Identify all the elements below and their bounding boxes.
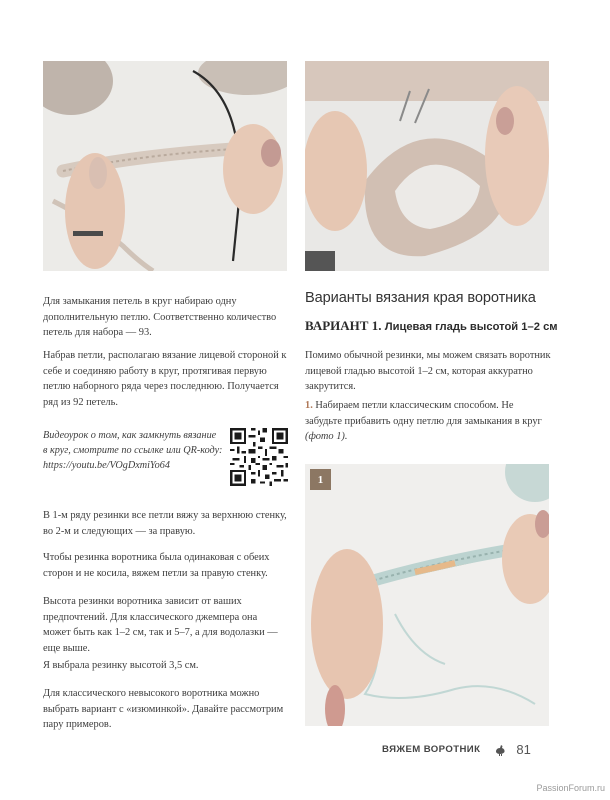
variant-title: [305, 318, 558, 334]
variant-description: Лицевая гладь высотой 1–2 см: [384, 321, 558, 333]
qr-code[interactable]: [230, 428, 288, 486]
page-number: 81: [516, 742, 531, 757]
video-link[interactable]: https://youtu.be/VOgDxmiYo64: [43, 460, 170, 471]
photo-cast-on-beige: [43, 61, 287, 271]
paragraph-rib-height: Высота резинки воротника зависит от ваших предпочтений. Для классического джемпера она может быть как 1–2 см, так и 5–7, а для водолазки — еще выше.: [43, 596, 278, 654]
photo-badge: 1: [310, 469, 331, 490]
video-lesson-note: Видеоурок о том, как замкнуть вязание в круг, смотрите по ссылке или QR-коду: https://youtu.be/VOgDxmiYo64: [43, 430, 223, 471]
footer-chapter-label: ВЯЖЕМ ВОРОТНИК: [382, 744, 481, 755]
paragraph-rib-even: Чтобы резинка воротника была одинаковая с обеих сторон и не косила, вяжем петли за правую стенку.: [43, 552, 270, 579]
paragraph-rib-first-row: В 1-м ряду резинки все петли вяжу за верхнюю стенку, во 2-м и следующих — за правую.: [43, 510, 287, 537]
section-title: Варианты вязания края воротника: [305, 290, 536, 306]
watermark: PassionForum.ru: [536, 783, 605, 793]
photo-reference: (фото 1).: [305, 431, 348, 442]
paragraph-examples: Для классического невысокого воротника можно выбрать вариант с «изюминкой». Давайте рассмотрим пару примеров.: [43, 688, 284, 730]
paragraph-variant-intro: Помимо обычной резинки, мы можем связать воротник лицевой гладью высотой 1–2 см, которая аккуратно закрутится.: [305, 350, 551, 392]
step-number: 1.: [305, 400, 313, 411]
photo-rib-collar: [305, 61, 549, 271]
paragraph-extra-loop: Для замыкания петель в круг набираю одну дополнительную петлю. Соответственно количество петель для набора — 93.: [43, 296, 277, 338]
paragraph-join-round: Набрав петли, располагаю вязание лицевой стороной к себе и соединяю работу в круг, протягивая первую петлю наборного ряда через последнюю. Получается ряд из 92 петель.: [43, 350, 287, 408]
variant-label: ВАРИАНТ 1.: [305, 318, 382, 333]
photo-cast-on-mint: [305, 464, 549, 726]
step-text: Набираем петли классическим способом. Не забудьте прибавить одну петлю для замыкания в круг: [305, 400, 542, 427]
hen-icon: [494, 743, 507, 756]
page-footer: [382, 742, 531, 757]
paragraph-chosen-height: Я выбрала резинку высотой 3,5 см.: [43, 660, 199, 671]
step-1: [305, 398, 551, 445]
